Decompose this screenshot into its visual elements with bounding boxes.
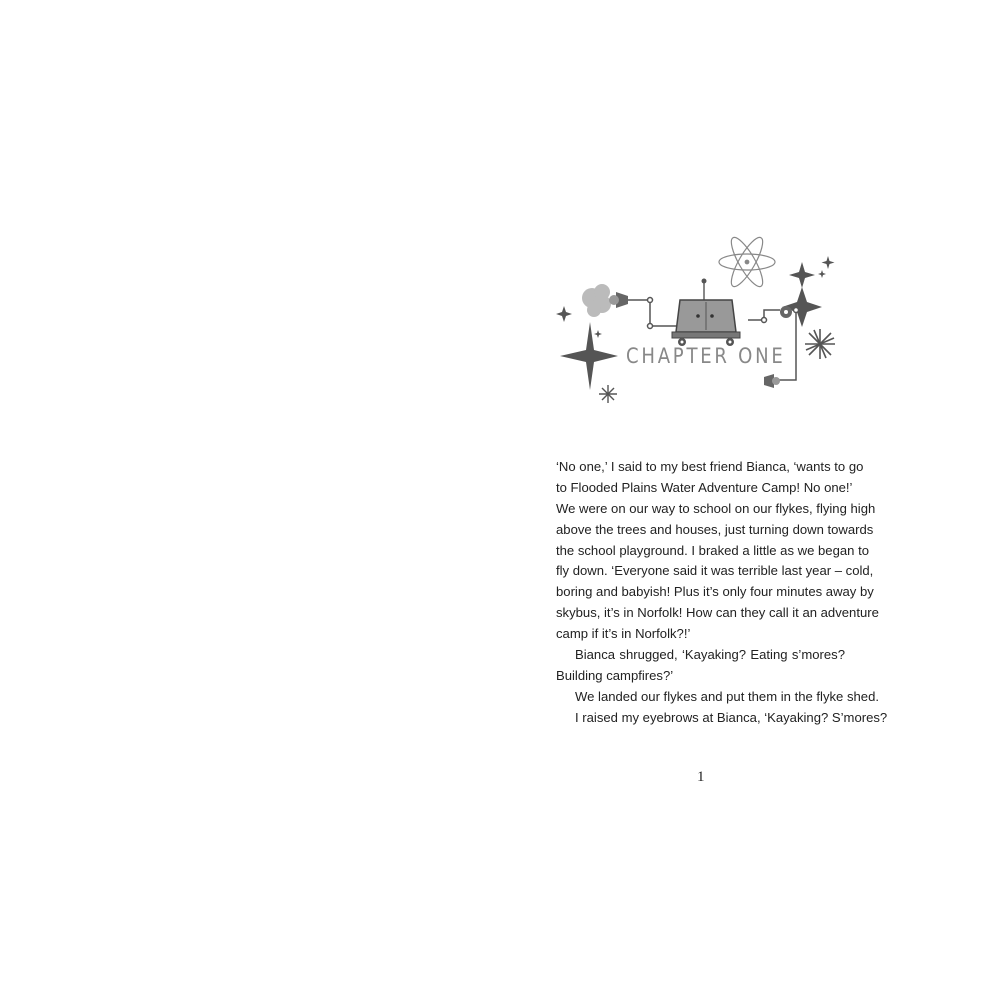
text-line: I raised my eyebrows at Bianca, ‘Kayaking? S’mores? — [575, 709, 888, 725]
text-line: to Flooded Plains Water Adventure Camp! No one!’ — [556, 479, 853, 495]
text-line: above the trees and houses, just turning down towards — [556, 521, 874, 537]
text-line: boring and babyish! Plus it’s only four minutes away by — [556, 584, 874, 600]
text-line: We landed our flykes and put them in the flyke shed. — [575, 688, 880, 704]
smoke-cloud-icon — [582, 284, 611, 317]
atom-icon — [719, 234, 775, 290]
asterisk-star-icon — [805, 329, 835, 359]
pulley-icon — [780, 306, 792, 318]
page-number: 1 — [697, 769, 705, 785]
text-line: Bianca shrugged, ‘Kayaking? Eating s’mores? — [575, 647, 845, 663]
chapter-title: CHAPTER ONE — [626, 344, 786, 368]
chapter-header-illustration — [552, 232, 844, 410]
text-line: fly down. ‘Everyone said it was terrible last year – cold, — [556, 563, 874, 579]
lamp-icon — [609, 292, 628, 308]
sparkle-icon — [556, 306, 618, 390]
asterisk-star-icon — [599, 385, 617, 403]
text-line: skybus, it’s in Norfolk! How can they call it an adventure — [556, 605, 879, 621]
chapter-body-text — [556, 457, 888, 729]
text-line: We were on our way to school on our flykes, flying high — [556, 500, 876, 516]
lamp-icon — [764, 374, 780, 388]
robot-cart-icon — [672, 279, 740, 347]
text-line: Building campfires?’ — [556, 667, 674, 683]
text-line: camp if it’s in Norfolk?!’ — [556, 626, 691, 642]
text-line: ‘No one,’ I said to my best friend Bianca, ‘wants to go — [556, 459, 864, 474]
text-line: the school playground. I braked a little as we began to — [556, 542, 869, 558]
